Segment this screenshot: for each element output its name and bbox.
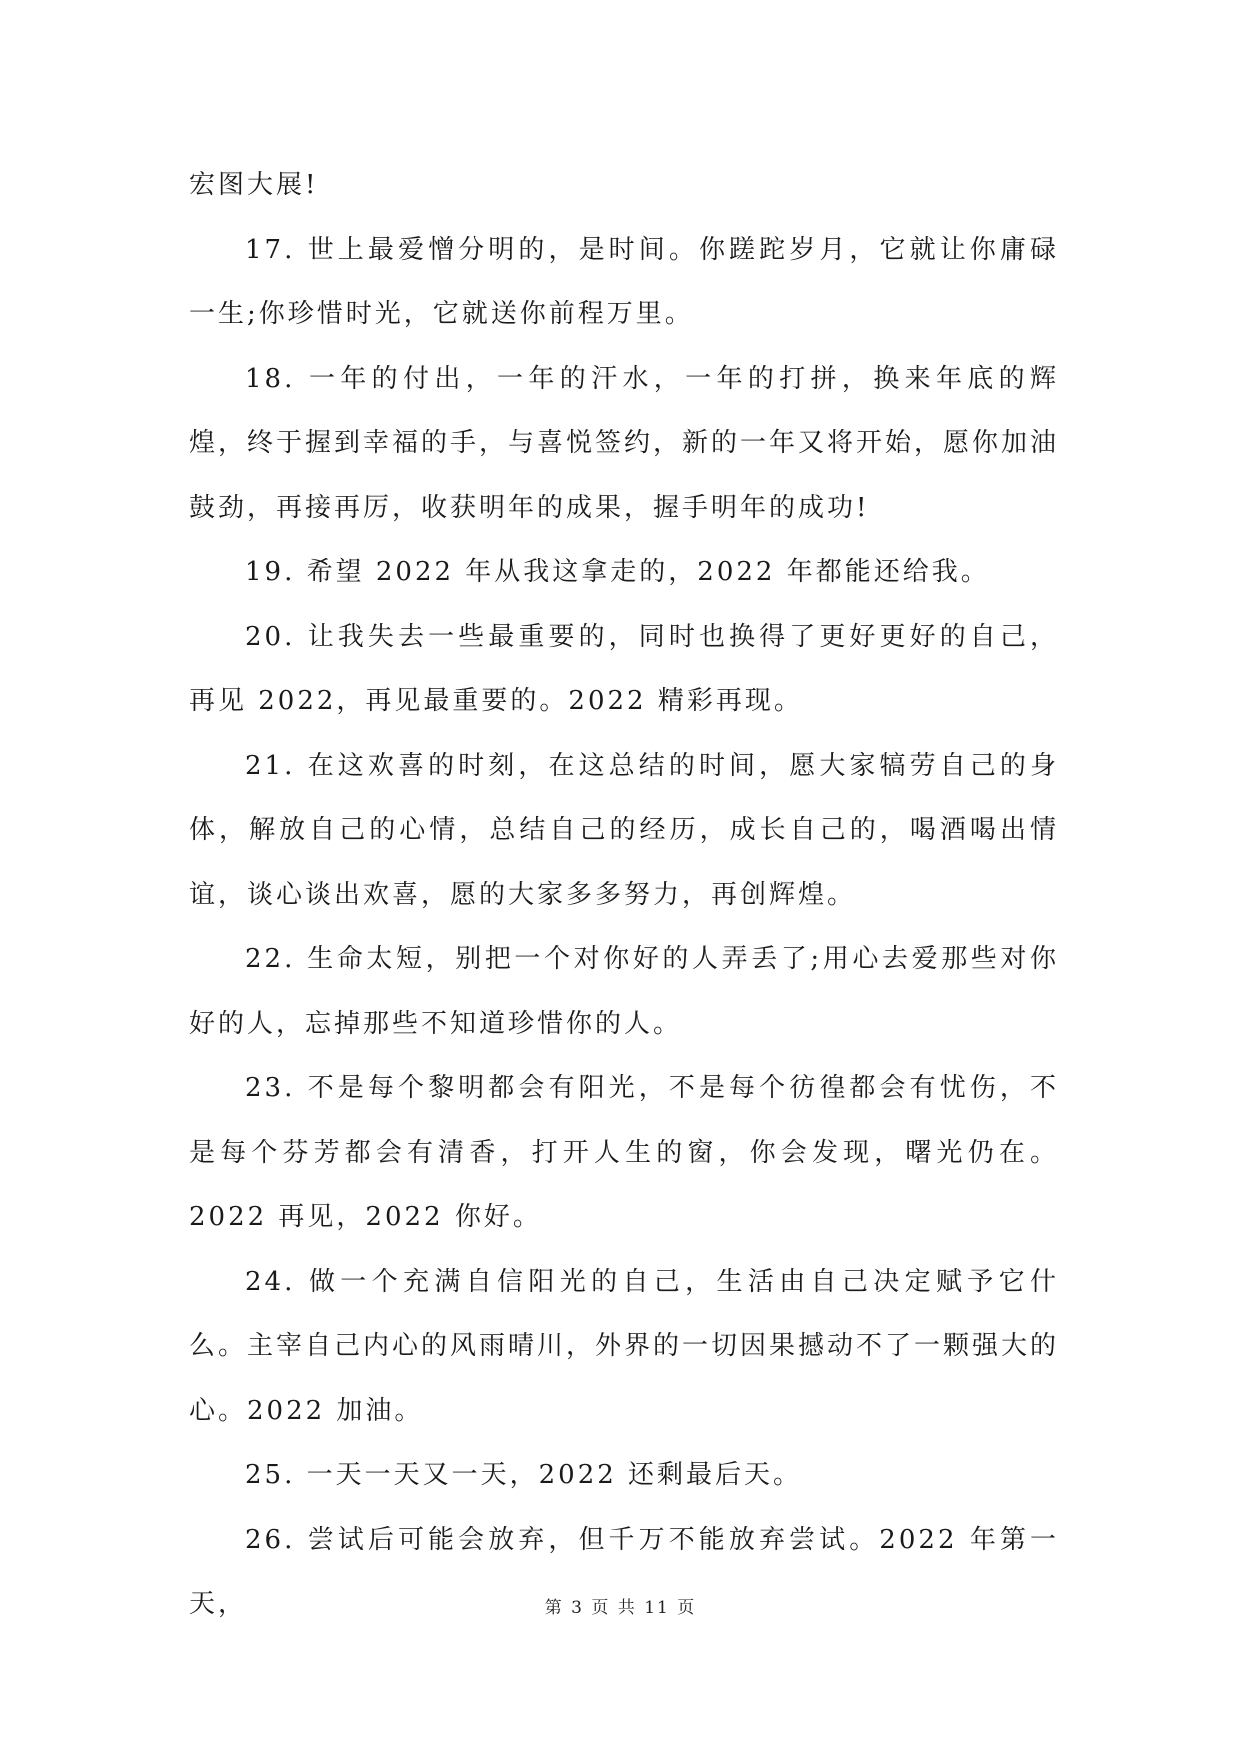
paragraph-item-24: 24. 做一个充满自信阳光的自己，生活由自己决定赋予它什么。主宰自己内心的风雨晴川，外界的一切因果撼动不了一颗强大的心。2022 加油。 xyxy=(189,1266,1060,1426)
paragraph-item-26: 26. 尝试后可能会放弃，但千万不能放弃尝试。2022 年第一天， xyxy=(189,1524,1059,1619)
paragraph-item-18: 18. 一年的付出，一年的汗水，一年的打拼，换来年底的辉煌，终于握到幸福的手，与喜悦签约，新的一年又将开始，愿你加油鼓劲，再接再厉，收获明年的成果，握手明年的成功! xyxy=(189,363,1060,523)
paragraph-item-25: 25. 一天一天又一天，2022 还剩最后天。 xyxy=(245,1460,803,1490)
document-body xyxy=(189,153,1059,1637)
paragraph-item-23: 23. 不是每个黎明都会有阳光，不是每个彷徨都会有忧伤，不是每个芬芳都会有清香，打开人生的窗，你会发现，曙光仍在。2022 再见，2022 你好。 xyxy=(189,1073,1059,1232)
paragraph-item-17: 17. 世上最爱憎分明的，是时间。你蹉跎岁月，它就让你庸碌一生;你珍惜时光，它就送你前程万里。 xyxy=(189,234,1059,329)
paragraph-item-22: 22. 生命太短，别把一个对你好的人弄丢了;用心去爱那些对你好的人，忘掉那些不知道珍惜你的人。 xyxy=(189,944,1059,1039)
paragraph-item-21: 21. 在这欢喜的时刻，在这总结的时间，愿大家犒劳自己的身体，解放自己的心情，总结自己的经历，成长自己的，喝酒喝出情谊，谈心谈出欢喜，愿的大家多多努力，再创辉煌。 xyxy=(189,750,1059,910)
paragraph-continuation: 宏图大展! xyxy=(189,170,319,200)
page-number-footer: 第 3 页 共 11 页 xyxy=(544,1598,697,1618)
paragraph-item-19: 19. 希望 2022 年从我这拿走的，2022 年都能还给我。 xyxy=(245,557,990,587)
paragraph-item-20: 20. 让我失去一些最重要的，同时也换得了更好更好的自己，再见 2022，再见最重要的。2022 精彩再现。 xyxy=(189,621,1059,716)
